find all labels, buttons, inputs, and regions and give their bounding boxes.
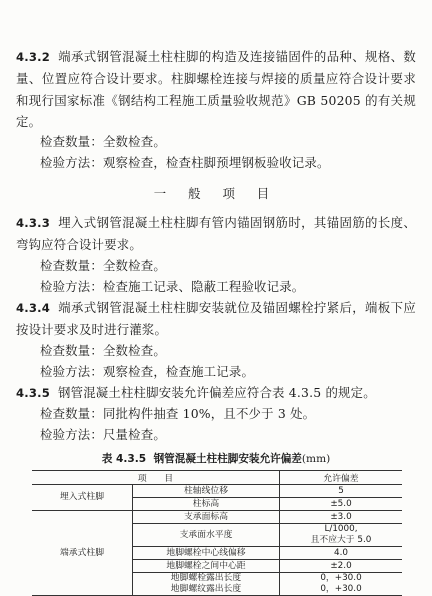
clause-4-3-5: [16, 382, 416, 404]
clause-4-3-4: [16, 297, 416, 341]
tolerance-line-1: 0，+30.0: [320, 573, 362, 583]
clause-text: 端承式钢管混凝土柱柱脚的构造及连接锚固件的品种、规格、数量、位置应符合设计要求。柱脚螺栓连接与焊接的质量应符合设计要求和现行国家标准《钢结构工程施工质量验收规范》GB 50205 的有关规定。: [16, 49, 416, 130]
group-embedded: 埋入式柱脚: [32, 485, 133, 511]
clause-number: 4.3.2: [16, 50, 51, 64]
item-line-1: 地脚螺栓露出长度: [170, 573, 242, 583]
row-tolerance: 4.0: [280, 547, 403, 560]
clause-number: 4.3.3: [16, 216, 51, 230]
row-tolerance: ±3.0: [280, 511, 403, 524]
group-end-bearing: 端承式柱脚: [32, 511, 133, 596]
row-tolerance: [280, 524, 403, 547]
inspection-qty-3: 检查数量：全数检查。: [40, 343, 166, 358]
tolerance-table: [32, 470, 402, 596]
row-item: 支承面水平度: [133, 524, 280, 547]
clause-number: 4.3.4: [16, 301, 51, 315]
row-tolerance: ±5.0: [280, 498, 403, 511]
inspection-qty-4: 检查数量：同批构件抽查 10%，且不少于 3 处。: [40, 406, 316, 421]
clause-4-3-2: [16, 46, 416, 133]
header-tolerance: 允许偏差: [280, 471, 403, 485]
clause-4-3-3: [16, 212, 416, 256]
table-unit: (mm): [301, 453, 331, 465]
table-row: [32, 511, 402, 524]
row-item: 支承面标高: [133, 511, 280, 524]
tolerance-line-1: L/1000,: [324, 524, 358, 534]
table-row: [32, 485, 402, 498]
inspection-method-3: 检验方法：观察检查，检查施工记录。: [40, 364, 255, 379]
inspection-method-2: 检验方法：检查施工记录、隐蔽工程验收记录。: [40, 279, 305, 294]
inspection-method-4: 检验方法：尺量检查。: [40, 427, 166, 442]
row-item: 地脚螺栓中心线偏移: [133, 547, 280, 560]
clause-number: 4.3.5: [16, 386, 51, 400]
row-item: 柱标高: [133, 498, 280, 511]
row-item: 地脚螺栓之间中心距: [133, 560, 280, 573]
clause-text: 埋入式钢管混凝土柱柱脚有管内锚固钢筋时，其锚固筋的长度、弯钩应符合设计要求。: [16, 215, 416, 253]
inspection-method-1: 检验方法：观察检查，检查柱脚预埋钢板验收记录。: [40, 155, 330, 170]
row-item: 柱轴线位移: [133, 485, 280, 498]
clause-text: 钢管混凝土柱柱脚安装允许偏差应符合表 4.3.5 的规定。: [58, 385, 376, 400]
item-line-2: 地脚螺纹露出长度: [170, 584, 242, 594]
tolerance-line-2: 且不应大于 5.0: [310, 535, 372, 545]
table-title: 钢管混凝土柱柱脚安装允许偏差: [153, 453, 302, 465]
table-caption: [0, 451, 432, 466]
inspection-qty-1: 检查数量：全数检查。: [40, 134, 166, 149]
row-item: [133, 573, 280, 596]
inspection-qty-2: 检查数量：全数检查。: [40, 258, 166, 273]
row-tolerance: [280, 573, 403, 596]
section-heading: 一 般 项 目: [153, 186, 279, 201]
table-header-row: [32, 471, 402, 485]
table-number: 表 4.3.5: [101, 453, 147, 465]
header-item: 项 目: [32, 471, 280, 485]
clause-text: 端承式钢管混凝土柱柱脚安装就位及锚固螺栓拧紧后，端板下应按设计要求及时进行灌浆。: [16, 300, 416, 338]
row-tolerance: ±2.0: [280, 560, 403, 573]
tolerance-line-2: 0，+30.0: [320, 584, 362, 594]
row-tolerance: 5: [280, 485, 403, 498]
